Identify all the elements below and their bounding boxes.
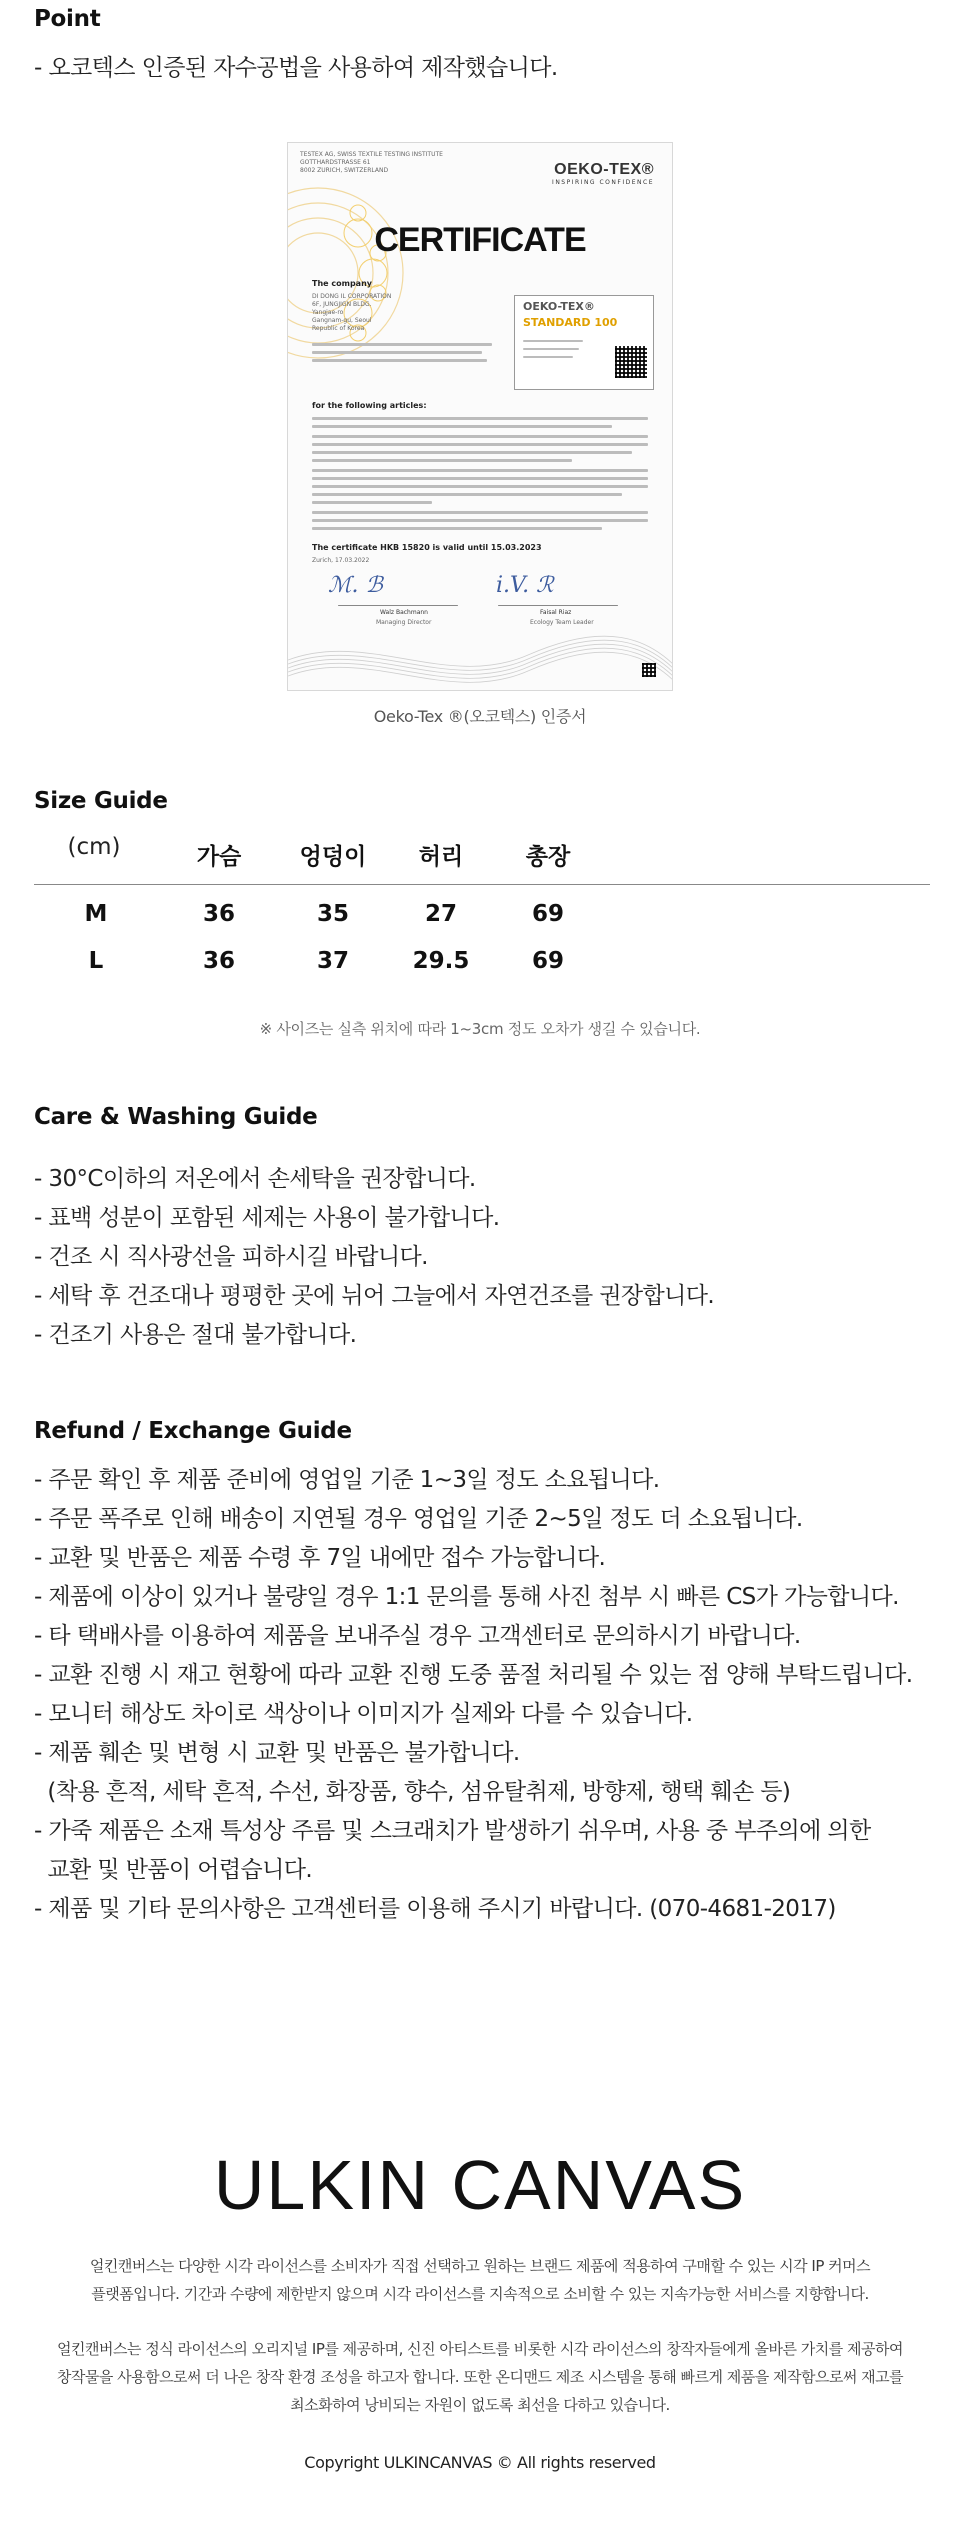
size-l-chest: 36 — [202, 948, 235, 974]
size-note: ※ 사이즈는 실측 위치에 따라 1~3cm 정도 오차가 생길 수 있습니다. — [259, 1020, 701, 1038]
point-line: - 오코텍스 인증된 자수공법을 사용하여 제작했습니다. — [34, 55, 558, 81]
brand-description-line: 플랫폼입니다. 기간과 수량에 제한받지 않으며 시각 라이선스를 지속적으로 소비할 수 있는 지속가능한 서비스를 지향합니다. — [91, 2285, 869, 2303]
signer-1-name: Walz Bachmann — [380, 609, 428, 616]
oeko-tex-logo — [552, 161, 654, 186]
signature-2: i.V. ℛ — [496, 573, 554, 598]
refund-line: 교환 및 반품이 어렵습니다. — [34, 1857, 313, 1883]
refund-line: - 교환 진행 시 재고 현황에 따라 교환 진행 도중 품절 처리될 수 있는 점 양해 부탁드립니다. — [34, 1662, 913, 1688]
size-l-hip: 37 — [316, 948, 349, 974]
refund-line: - 제품 훼손 및 변형 시 교환 및 반품은 불가합니다. — [34, 1740, 520, 1766]
cert-company-line-1: DI DONG IL CORPORATION — [312, 293, 392, 300]
size-col-hip: 엉덩이 — [299, 844, 367, 870]
care-line: - 건조 시 직사광선을 피하시길 바랍니다. — [34, 1244, 428, 1270]
care-line: - 건조기 사용은 절대 불가합니다. — [34, 1322, 357, 1348]
oeko-tex-logo-sub: INSPIRING CONFIDENCE — [552, 179, 654, 186]
cert-issuer-line-2: GOTTHARDSTRASSE 61 — [300, 159, 371, 166]
care-line: - 세탁 후 건조대나 평평한 곳에 뉘어 그늘에서 자연건조를 권장합니다. — [34, 1283, 715, 1309]
cert-valid-line: The certificate HKB 15820 is valid until 15.03.2023 — [312, 543, 542, 552]
certificate-caption: Oeko-Tex ®(오코텍스) 인증서 — [373, 707, 587, 726]
brand-description-2 — [40, 2335, 920, 2419]
cert-company-line-4: Gangnam-gu, Seoul — [312, 317, 372, 324]
size-m-chest: 36 — [202, 901, 235, 927]
cert-date-line: Zurich, 17.03.2022 — [312, 557, 370, 564]
cert-company-label: The company — [312, 279, 372, 288]
refund-line: - 주문 폭주로 인해 배송이 지연될 경우 영업일 기준 2~5일 정도 더 소요됩니다. — [34, 1506, 803, 1532]
refund-line: - 가죽 제품은 소재 특성상 주름 및 스크래치가 발생하기 쉬우며, 사용 중 부주의에 의한 — [34, 1818, 871, 1844]
cert-company-line-2: 6F, JUNGJIGN BLDG. — [312, 301, 372, 308]
refund-heading: Refund / Exchange Guide — [34, 1418, 352, 1444]
standard-100-label — [514, 295, 654, 390]
size-row-label-l: L — [88, 948, 104, 974]
signature-1: ℳ. ℬ — [328, 573, 383, 598]
size-row-label-m: M — [84, 901, 108, 927]
signer-2-title: Ecology Team Leader — [530, 619, 594, 626]
brand-logo: ULKIN CANVAS — [213, 2146, 747, 2224]
refund-line: - 모니터 해상도 차이로 색상이나 이미지가 실제와 다를 수 있습니다. — [34, 1701, 693, 1727]
footer-qr-icon — [642, 663, 656, 677]
refund-line: - 제품에 이상이 있거나 불량일 경우 1:1 문의를 통해 사진 첨부 시 빠른 CS가 가능합니다. — [34, 1584, 899, 1610]
standard-label-name: STANDARD 100 — [523, 316, 618, 329]
certificate-title: CERTIFICATE — [374, 221, 586, 259]
certificate-rosette-decoration — [287, 153, 408, 393]
oeko-tex-logo-main: OEKO-TEX® — [554, 161, 654, 178]
size-col-chest: 가슴 — [196, 844, 242, 870]
size-m-hip: 35 — [316, 901, 349, 927]
oeko-tex-certificate-image — [287, 142, 673, 691]
size-col-length: 총장 — [525, 844, 571, 870]
certificate-guilloche-decoration — [288, 620, 673, 690]
size-l-length: 69 — [531, 948, 564, 974]
cert-issuer-line-1: TESTEX AG, SWISS TEXTILE TESTING INSTITUTE — [300, 151, 443, 158]
size-table-unit: (cm) — [67, 834, 121, 860]
refund-line: - 타 택배사를 이용하여 제품을 보내주실 경우 고객센터로 문의하시기 바랍니다. — [34, 1623, 801, 1649]
brand-description-line: 최소화하여 낭비되는 자원이 없도록 최선을 다하고 있습니다. — [290, 2396, 670, 2414]
refund-line: - 제품 및 기타 문의사항은 고객센터를 이용해 주시기 바랍니다. (070-4681-2017) — [34, 1896, 836, 1922]
signer-2-name: Faisal Riaz — [540, 609, 572, 616]
refund-line: (착용 흔적, 세탁 흔적, 수선, 화장품, 향수, 섬유탈취제, 방향제, 행택 훼손 등) — [34, 1779, 791, 1805]
qr-code-icon — [615, 346, 647, 378]
refund-line: - 주문 확인 후 제품 준비에 영업일 기준 1~3일 정도 소요됩니다. — [34, 1467, 660, 1493]
signer-1-title: Managing Director — [376, 619, 432, 626]
size-m-waist: 27 — [424, 901, 457, 927]
brand-description-1 — [40, 2252, 920, 2308]
size-l-waist: 29.5 — [412, 948, 470, 974]
size-table-divider — [34, 884, 930, 885]
refund-line: - 교환 및 반품은 제품 수령 후 7일 내에만 접수 가능합니다. — [34, 1545, 606, 1571]
cert-company-line-5: Republic of Korea — [312, 325, 365, 332]
brand-description-line: 얼킨캔버스는 정식 라이선스의 오리지널 IP를 제공하며, 신진 아티스트를 비롯한 시각 라이선스의 창작자들에게 올바른 가치를 제공하여 — [57, 2340, 903, 2358]
cert-issuer-line-3: 8002 ZURICH, SWITZERLAND — [300, 167, 389, 174]
size-m-length: 69 — [531, 901, 564, 927]
care-line: - 표백 성분이 포함된 세제는 사용이 불가합니다. — [34, 1205, 500, 1231]
size-col-waist: 허리 — [418, 844, 464, 870]
care-line: - 30°C이하의 저온에서 손세탁을 권장합니다. — [34, 1166, 476, 1192]
care-heading: Care & Washing Guide — [34, 1104, 318, 1130]
copyright: Copyright ULKINCANVAS © All rights reserved — [304, 2453, 656, 2472]
cert-company-line-3: Yangjae-ro — [312, 309, 344, 316]
brand-description-line: 창작물을 사용함으로써 더 나은 창작 환경 조성을 하고자 합니다. 또한 온디맨드 제조 시스템을 통해 빠르게 제품을 제작함으로써 재고를 — [56, 2368, 904, 2386]
brand-description-line: 얼킨캔버스는 다양한 시각 라이선스를 소비자가 직접 선택하고 원하는 브랜드 제품에 적용하여 구매할 수 있는 시각 IP 커머스 — [89, 2257, 871, 2275]
size-guide-heading: Size Guide — [34, 788, 168, 814]
point-heading: Point — [34, 6, 101, 32]
cert-articles-label: for the following articles: — [312, 401, 427, 410]
standard-label-brand: OEKO-TEX® — [523, 300, 595, 313]
